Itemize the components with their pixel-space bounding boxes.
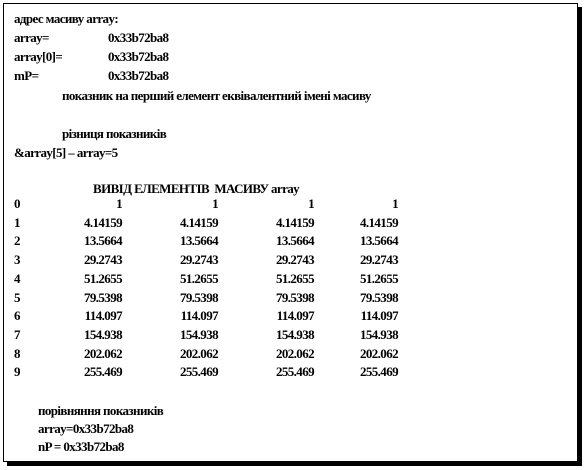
row-index: 1	[14, 215, 20, 230]
array-value: 0x33b72ba8	[108, 30, 169, 45]
table-cell: 202.062	[359, 346, 398, 361]
table-cell: 13.5664	[83, 233, 122, 248]
compare-np: nP = 0x33b72ba8	[38, 439, 124, 454]
table-cell: 114.097	[180, 308, 218, 323]
table-cell: 1	[392, 196, 398, 211]
table-cell: 29.2743	[83, 252, 122, 267]
address-title: адрес масиву array:	[14, 11, 119, 26]
compare-title: порівняння показників	[38, 403, 164, 418]
table-cell: 79.5398	[179, 290, 218, 305]
diff-note: різниця показників	[62, 126, 167, 141]
array0-label: array[0]=	[14, 49, 63, 64]
table-cell: 79.5398	[83, 290, 122, 305]
table-cell: 51.2655	[359, 271, 398, 286]
row-index: 5	[14, 290, 20, 305]
row-index: 7	[14, 327, 20, 342]
table-cell: 13.5664	[359, 233, 398, 248]
table-cell: 154.938	[179, 327, 218, 342]
pointer-note: показник на перший елемент еквівалентний імені масиву	[62, 88, 371, 103]
table-cell: 4.14159	[83, 215, 122, 230]
table-cell: 255.469	[275, 364, 314, 379]
row-index: 0	[14, 196, 20, 211]
compare-array: array=0x33b72ba8	[38, 421, 134, 436]
table-cell: 114.097	[84, 308, 122, 323]
row-index: 8	[14, 346, 20, 361]
table-cell: 4.14159	[359, 215, 398, 230]
table-cell: 4.14159	[179, 215, 218, 230]
table-cell: 79.5398	[275, 290, 314, 305]
table-cell: 114.097	[360, 308, 398, 323]
table-cell: 1	[308, 196, 314, 211]
array0-value: 0x33b72ba8	[108, 49, 169, 64]
mp-label: mP=	[14, 68, 39, 83]
table-cell: 29.2743	[275, 252, 314, 267]
row-index: 3	[14, 252, 20, 267]
table-cell: 51.2655	[83, 271, 122, 286]
table-cell: 13.5664	[179, 233, 218, 248]
table-cell: 13.5664	[275, 233, 314, 248]
table-cell: 154.938	[83, 327, 122, 342]
table-cell: 29.2743	[179, 252, 218, 267]
table-cell: 51.2655	[179, 271, 218, 286]
table-cell: 1	[116, 196, 122, 211]
table-cell: 202.062	[179, 346, 218, 361]
array-label: array=	[14, 30, 49, 45]
table-cell: 255.469	[359, 364, 398, 379]
row-index: 6	[14, 308, 20, 323]
table-title: ВИВІД ЕЛЕМЕНТІВ МАСИВУ array	[93, 181, 300, 196]
row-index: 2	[14, 233, 20, 248]
table-cell: 255.469	[83, 364, 122, 379]
table-cell: 154.938	[275, 327, 314, 342]
table-cell: 4.14159	[275, 215, 314, 230]
table-cell: 1	[212, 196, 218, 211]
table-cell: 29.2743	[359, 252, 398, 267]
row-index: 4	[14, 271, 20, 286]
row-index: 9	[14, 364, 20, 379]
diff-expression: &array[5] – array=5	[14, 145, 118, 160]
mp-value: 0x33b72ba8	[108, 68, 169, 83]
table-cell: 255.469	[179, 364, 218, 379]
table-cell: 79.5398	[359, 290, 398, 305]
table-cell: 114.097	[276, 308, 314, 323]
table-cell: 154.938	[359, 327, 398, 342]
table-cell: 51.2655	[275, 271, 314, 286]
table-cell: 202.062	[83, 346, 122, 361]
table-cell: 202.062	[275, 346, 314, 361]
